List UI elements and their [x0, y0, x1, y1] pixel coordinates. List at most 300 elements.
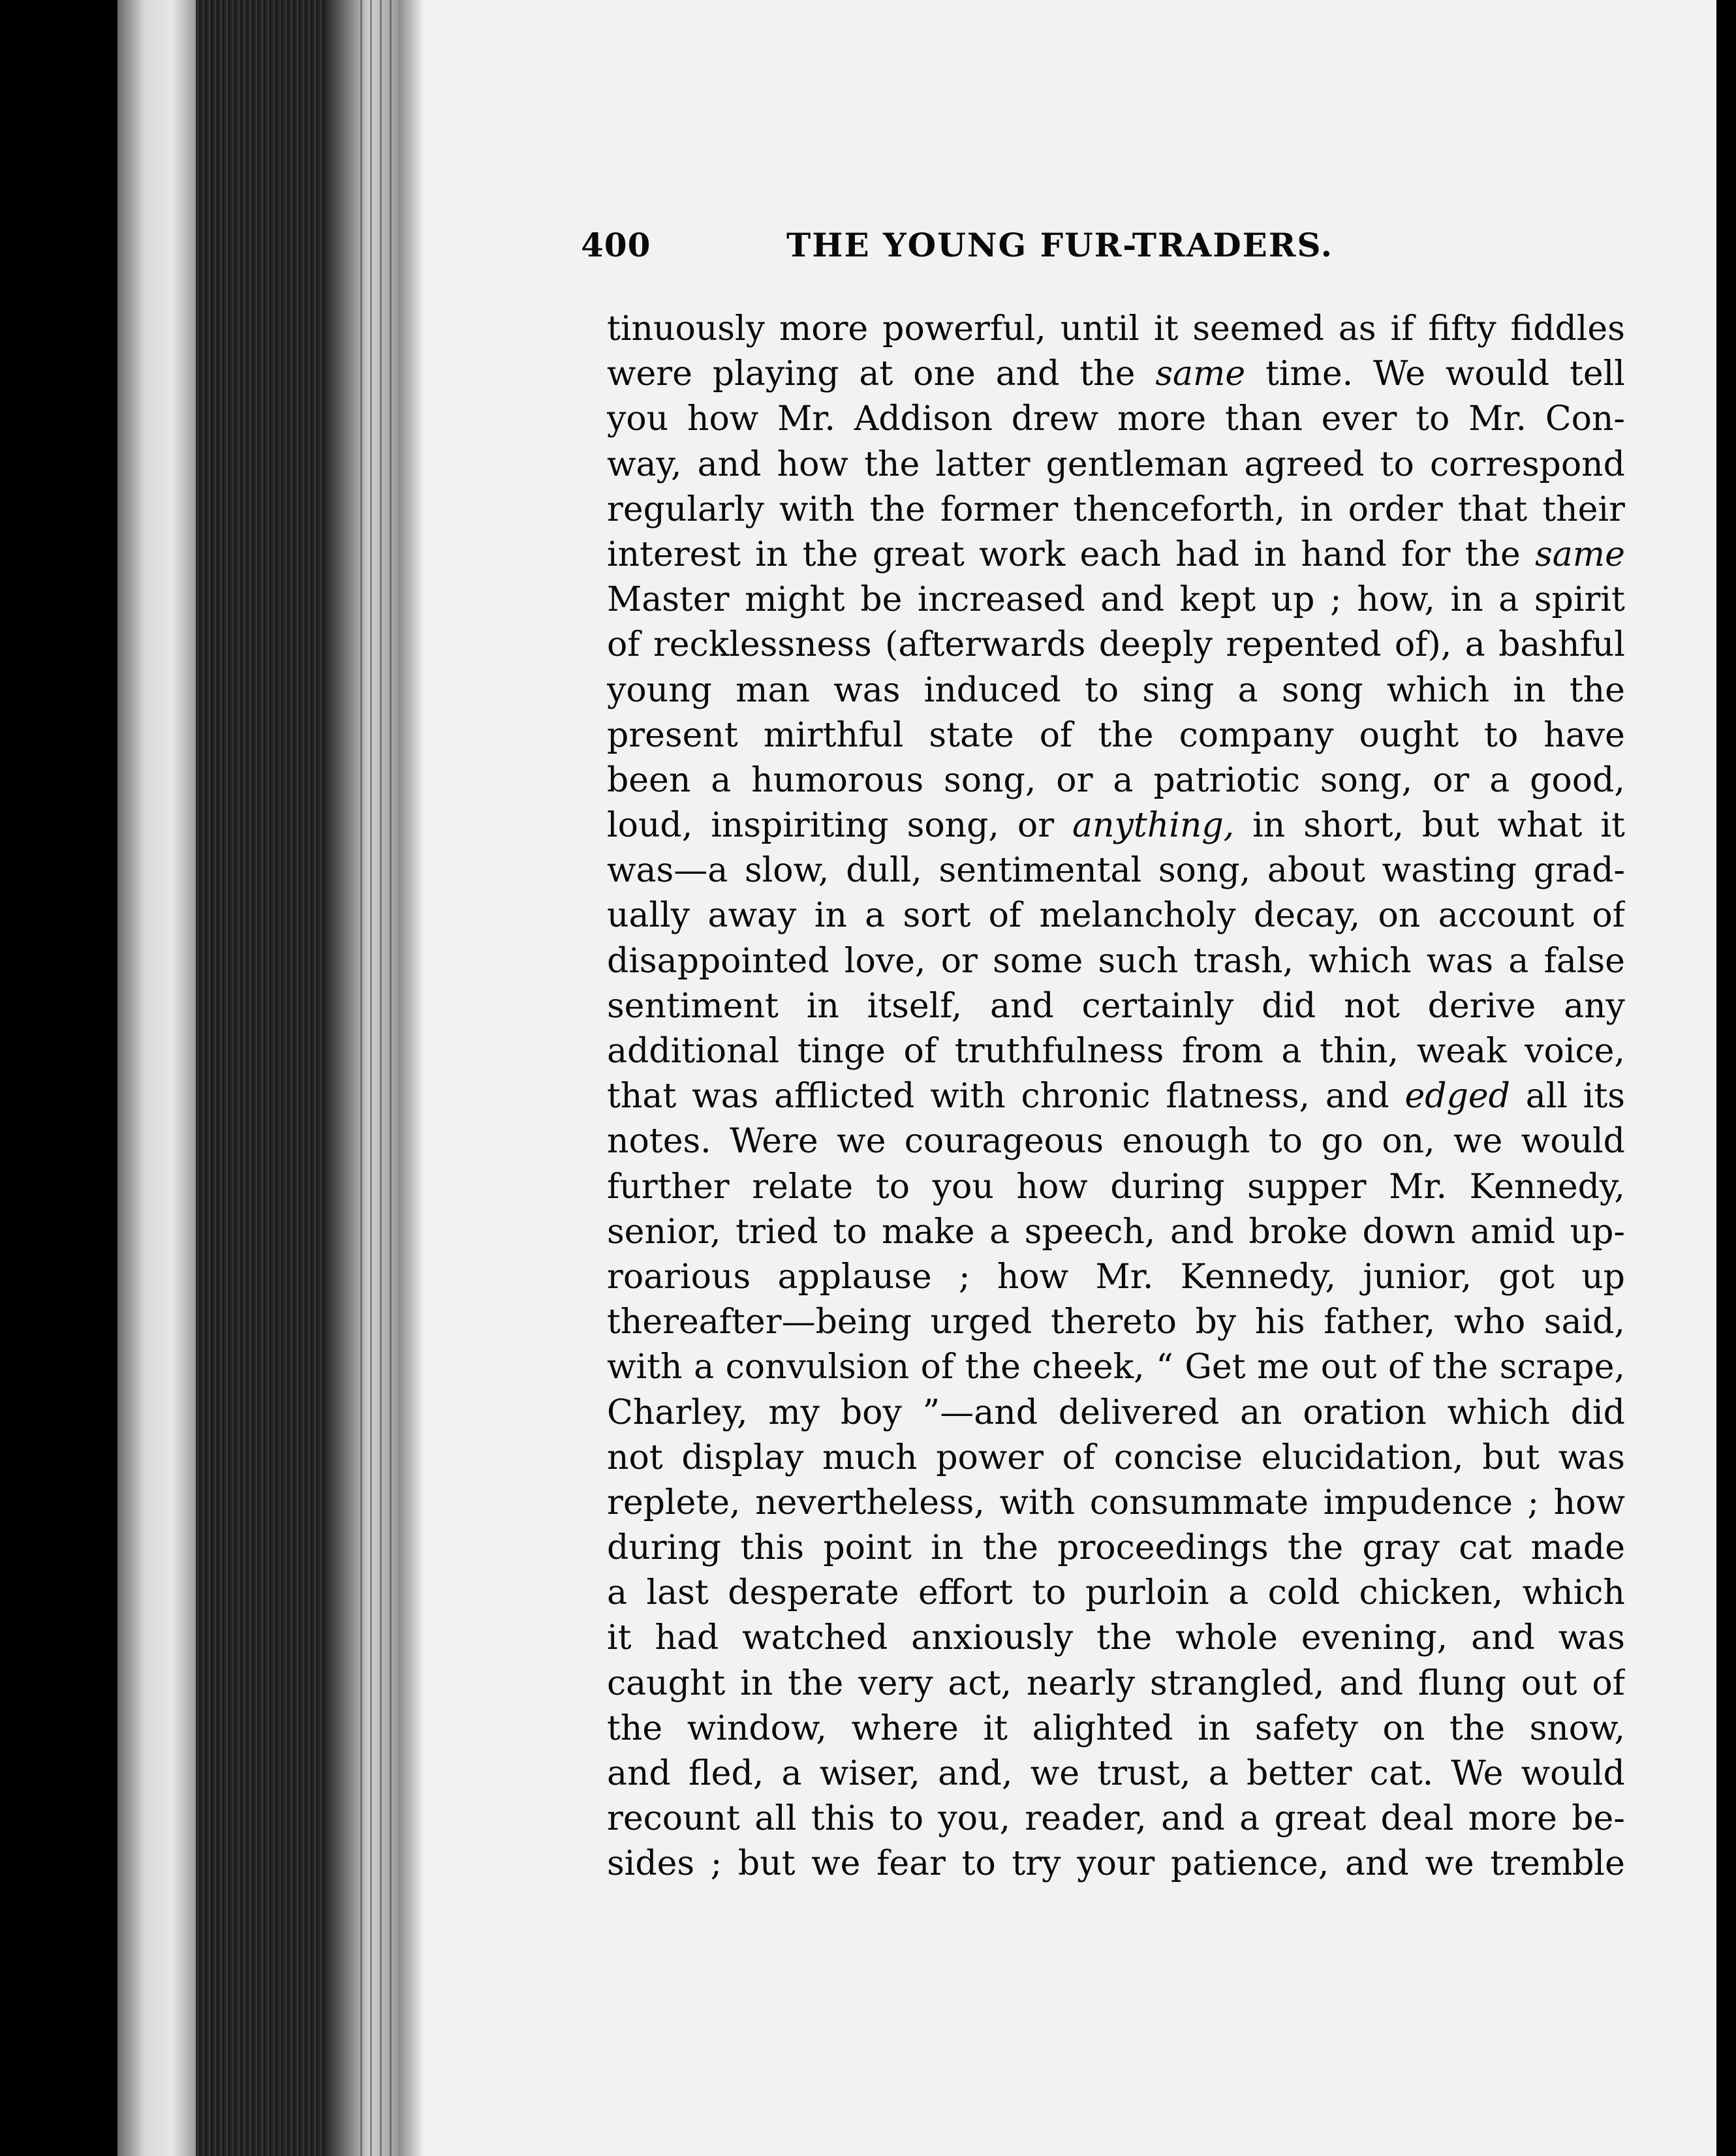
word: to — [1084, 670, 1119, 710]
word: great — [873, 534, 965, 574]
word: and — [1344, 1844, 1409, 1884]
word: much — [822, 1438, 918, 1477]
word: was — [692, 1077, 759, 1116]
word: my — [768, 1393, 820, 1432]
word: repented — [1226, 625, 1382, 665]
word: loud, — [607, 806, 693, 846]
word: kept — [1179, 580, 1256, 620]
word: more — [1117, 399, 1207, 439]
word: last — [646, 1573, 709, 1613]
text-line — [607, 532, 1625, 578]
word: thin, — [1320, 1032, 1399, 1071]
word: of — [1592, 1663, 1625, 1703]
word: the — [607, 1708, 663, 1748]
word: how — [1553, 1483, 1625, 1522]
word: watched — [742, 1618, 888, 1658]
text-line — [607, 713, 1625, 758]
word: chronic — [1021, 1077, 1151, 1116]
word: and — [1339, 1663, 1404, 1703]
word: of), — [1394, 625, 1452, 665]
word: a — [1465, 625, 1485, 665]
word: melancholy — [1039, 896, 1236, 936]
word: up- — [1570, 1212, 1625, 1252]
text-line — [607, 1616, 1625, 1661]
word: Mr. — [1389, 1167, 1447, 1207]
word: roarious — [607, 1257, 751, 1297]
word: flung — [1418, 1663, 1506, 1703]
word: false — [1543, 941, 1625, 981]
word: regularly — [607, 489, 764, 529]
word: a — [865, 896, 886, 936]
word: and — [1161, 1799, 1225, 1839]
word: more — [1468, 1799, 1557, 1839]
word: had — [655, 1618, 719, 1658]
word: how — [1016, 1167, 1088, 1207]
word: of — [1387, 1348, 1421, 1387]
word: concise — [1113, 1438, 1243, 1477]
word: same — [1535, 534, 1625, 574]
text-line — [607, 1119, 1625, 1164]
word: and — [995, 354, 1060, 394]
word: deal — [1380, 1799, 1454, 1839]
word: been — [607, 760, 691, 800]
word: how — [997, 1257, 1069, 1297]
word: dull, — [846, 851, 922, 891]
word: scrape, — [1499, 1348, 1625, 1387]
word: to — [1484, 715, 1519, 755]
word: what — [1497, 806, 1583, 846]
word: delivered — [1058, 1393, 1220, 1432]
text-line — [607, 487, 1625, 532]
word: all — [754, 1799, 797, 1839]
word: order — [1348, 489, 1443, 529]
word: itself, — [867, 986, 963, 1026]
page-number: 400 — [581, 226, 651, 264]
word: the — [788, 1663, 844, 1703]
word: and — [989, 986, 1054, 1026]
word: father, — [1324, 1302, 1436, 1342]
word: was — [1558, 1618, 1625, 1658]
word: Mr. — [777, 399, 835, 439]
word: had — [1175, 534, 1239, 574]
word: on — [1378, 896, 1421, 936]
word: wiser, — [819, 1754, 920, 1793]
word: the — [1449, 1708, 1506, 1748]
word: a — [694, 1348, 715, 1387]
word: amid — [1470, 1212, 1556, 1252]
word: notes. — [607, 1122, 711, 1162]
word: did — [1570, 1393, 1625, 1432]
word: its — [1583, 1077, 1625, 1116]
word: song, — [944, 760, 1036, 800]
word: state — [929, 715, 1014, 755]
word: agreed — [1244, 444, 1365, 484]
word: Kennedy, — [1180, 1257, 1336, 1297]
word: former — [940, 489, 1059, 529]
word: and — [697, 444, 762, 484]
word: to — [1032, 1573, 1066, 1613]
word: it — [1153, 309, 1179, 348]
word: which — [1386, 670, 1490, 710]
word: a — [1489, 760, 1510, 800]
page-edge-lines — [352, 0, 405, 2156]
text-line — [607, 803, 1625, 848]
word: very — [858, 1663, 933, 1703]
word: how — [687, 399, 759, 439]
word: interest — [607, 534, 741, 574]
word: might — [745, 580, 845, 620]
word: recklessness — [653, 625, 872, 665]
word: any — [1564, 986, 1625, 1026]
word: ually — [607, 896, 690, 936]
word: and — [1100, 580, 1164, 620]
word: speech, — [1024, 1212, 1156, 1252]
word: all — [1525, 1077, 1568, 1116]
word: sides — [607, 1844, 695, 1884]
word: purloin — [1085, 1573, 1209, 1613]
word: ; — [1330, 580, 1342, 620]
word: and — [1471, 1618, 1535, 1658]
word: with — [930, 1077, 1006, 1116]
running-head: THE YOUNG FUR-TRADERS. — [786, 226, 1334, 264]
word: out — [1320, 1348, 1377, 1387]
text-line — [607, 578, 1625, 623]
word: to — [1380, 444, 1414, 484]
page — [398, 0, 1716, 2156]
word: same — [1155, 354, 1246, 394]
text-line — [607, 307, 1625, 352]
word: you — [932, 1167, 994, 1207]
word: but — [1482, 1438, 1540, 1477]
word: humorous — [751, 760, 924, 800]
word: Kennedy, — [1469, 1167, 1625, 1207]
word: love, — [844, 941, 926, 981]
word: tremble — [1490, 1844, 1625, 1884]
word: point — [823, 1528, 912, 1568]
text-line — [607, 397, 1625, 442]
word: who — [1453, 1302, 1526, 1342]
word: ; — [958, 1257, 970, 1297]
word: young — [607, 670, 712, 710]
word: enough — [1122, 1122, 1250, 1162]
word: in — [1300, 489, 1333, 529]
word: a — [1113, 760, 1134, 800]
word: nearly — [1026, 1663, 1136, 1703]
word: you, — [938, 1799, 1011, 1839]
word: we — [837, 1122, 886, 1162]
word: the — [1096, 1618, 1153, 1658]
word: did — [1262, 986, 1316, 1026]
word: evening, — [1301, 1618, 1448, 1658]
text-line — [607, 758, 1625, 803]
word: and, — [938, 1754, 1013, 1793]
word: Were — [730, 1122, 818, 1162]
word: down — [1362, 1212, 1456, 1252]
word: a — [1228, 1573, 1249, 1613]
word: playing — [712, 354, 839, 394]
word: broke — [1248, 1212, 1348, 1252]
word: boy — [840, 1393, 902, 1432]
word: go — [1321, 1122, 1363, 1162]
word: this — [740, 1528, 805, 1568]
word: up — [1581, 1257, 1625, 1297]
word: relate — [752, 1167, 854, 1207]
word: for — [1401, 534, 1451, 574]
word: Get — [1185, 1348, 1246, 1387]
text-line — [607, 668, 1625, 713]
word: Master — [607, 580, 730, 620]
word: mirthful — [763, 715, 904, 755]
word: which — [1447, 1393, 1550, 1432]
text-line — [607, 1661, 1625, 1706]
word: ; — [1527, 1483, 1540, 1522]
word: tried — [736, 1212, 818, 1252]
word: time. — [1265, 354, 1354, 394]
word: a — [1239, 1799, 1260, 1839]
word: of — [607, 625, 640, 665]
word: seemed — [1192, 309, 1324, 348]
word: in — [1198, 1708, 1231, 1748]
word: applause — [777, 1257, 932, 1297]
word: with — [607, 1348, 683, 1387]
word: me — [1257, 1348, 1310, 1387]
text-line — [607, 352, 1625, 397]
word: edged — [1404, 1077, 1510, 1116]
word: to — [1268, 1122, 1303, 1162]
word: to — [833, 1212, 867, 1252]
gutter-shadow — [398, 0, 424, 2156]
word: of — [1039, 715, 1073, 755]
word: the — [1569, 670, 1625, 710]
word: Charley, — [607, 1393, 748, 1432]
word: fiddles — [1510, 309, 1625, 348]
word: ought — [1359, 715, 1459, 755]
word: truthfulness — [954, 1032, 1164, 1071]
word: great — [1274, 1799, 1367, 1839]
word: thenceforth, — [1073, 489, 1286, 529]
word: was—a — [607, 851, 728, 891]
word: alighted — [1032, 1708, 1173, 1748]
word: better — [1246, 1754, 1352, 1793]
text-line — [607, 1210, 1625, 1255]
word: of — [988, 896, 1022, 936]
word: that — [1457, 489, 1528, 529]
word: to — [1416, 399, 1450, 439]
word: in — [1450, 580, 1483, 620]
word: how, — [1357, 580, 1435, 620]
text-line — [607, 939, 1625, 984]
word: slow, — [744, 851, 829, 891]
word: oration — [1303, 1393, 1427, 1432]
word: tell — [1569, 354, 1625, 394]
word: of — [920, 1348, 954, 1387]
text-line — [607, 1074, 1625, 1119]
word: a — [781, 1754, 802, 1793]
word: We — [1451, 1754, 1504, 1793]
word: it — [607, 1618, 632, 1658]
word: and — [1325, 1077, 1389, 1116]
word: certainly — [1081, 986, 1234, 1026]
word: recount — [607, 1799, 740, 1839]
word: further — [607, 1167, 730, 1207]
word: the — [1433, 1348, 1489, 1387]
word: tinge — [797, 1032, 886, 1071]
word: the — [1098, 715, 1154, 755]
word: good, — [1530, 760, 1625, 800]
word: to — [875, 1167, 910, 1207]
word: their — [1542, 489, 1625, 529]
word: spirit — [1534, 580, 1625, 620]
word: in — [814, 896, 847, 936]
word: during — [1110, 1167, 1225, 1207]
word: ”—and — [922, 1393, 1038, 1432]
word: each — [1079, 534, 1161, 574]
word: not — [1344, 986, 1400, 1026]
word: cheek, — [1032, 1348, 1145, 1387]
word: “ — [1156, 1348, 1173, 1387]
word: until — [1060, 309, 1139, 348]
text-line — [607, 623, 1625, 668]
word: a — [1498, 580, 1519, 620]
text-line — [607, 442, 1625, 487]
word: was — [1426, 941, 1494, 981]
word: trash, — [1193, 941, 1294, 981]
word: his — [1254, 1302, 1305, 1342]
word: act, — [948, 1663, 1012, 1703]
word: or — [1017, 806, 1055, 846]
word: away — [707, 896, 797, 936]
word: where — [851, 1708, 959, 1748]
page-block-edge — [196, 0, 339, 2156]
word: would — [1445, 354, 1550, 394]
word: was — [833, 670, 901, 710]
word: additional — [607, 1032, 780, 1071]
word: said, — [1543, 1302, 1625, 1342]
word: disappointed — [607, 941, 829, 981]
word: more — [779, 309, 869, 348]
word: replete, — [607, 1483, 741, 1522]
text-line — [607, 1255, 1625, 1300]
word: gentleman — [1046, 444, 1229, 484]
text-line — [607, 1526, 1625, 1571]
word: afflicted — [774, 1077, 915, 1116]
word: nevertheless, — [755, 1483, 985, 1522]
text-line — [607, 1300, 1625, 1345]
word: try — [1012, 1844, 1061, 1884]
word: your — [1077, 1844, 1155, 1884]
word: whole — [1175, 1618, 1278, 1658]
word: up — [1271, 580, 1315, 620]
word: to — [961, 1844, 996, 1884]
word: consummate — [1089, 1483, 1309, 1522]
word: thereafter—being — [607, 1302, 912, 1342]
word: courageous — [904, 1122, 1104, 1162]
word: sentimental — [938, 851, 1142, 891]
word: song — [1281, 670, 1363, 710]
word: safety — [1254, 1708, 1358, 1748]
word: fear — [876, 1844, 946, 1884]
word: song, — [907, 806, 999, 846]
word: the — [1079, 354, 1136, 394]
word: it — [1600, 806, 1625, 846]
word: we — [1030, 1754, 1079, 1793]
word: an — [1240, 1393, 1282, 1432]
word: way, — [607, 444, 682, 484]
word: one — [913, 354, 976, 394]
word: weak — [1416, 1032, 1507, 1071]
word: tinuously — [607, 309, 765, 348]
word: company — [1179, 715, 1334, 755]
word: convulsion — [725, 1348, 910, 1387]
word: fled, — [688, 1754, 764, 1793]
word: anything, — [1072, 806, 1235, 846]
word: increased — [917, 580, 1085, 620]
word: gray — [1362, 1528, 1440, 1568]
word: this — [811, 1799, 875, 1839]
body-text — [607, 307, 1625, 1887]
word: sing — [1142, 670, 1215, 710]
word: you — [607, 399, 669, 439]
word: of — [903, 1032, 937, 1071]
word: song, — [1158, 851, 1251, 891]
word: Addison — [854, 399, 993, 439]
word: but — [737, 1844, 796, 1884]
word: of — [1592, 896, 1625, 936]
word: man — [736, 670, 810, 710]
word: a — [1237, 670, 1258, 710]
word: in — [1254, 534, 1287, 574]
word: grad- — [1533, 851, 1625, 891]
text-line — [607, 1345, 1625, 1390]
text-line — [607, 1165, 1625, 1210]
word: the — [864, 444, 920, 484]
word: from — [1182, 1032, 1263, 1071]
word: the — [869, 489, 925, 529]
word: in — [755, 534, 788, 574]
text-line — [607, 848, 1625, 893]
word: derive — [1427, 986, 1536, 1026]
word: power — [936, 1438, 1044, 1477]
word: and — [607, 1754, 671, 1793]
word: a — [1208, 1754, 1229, 1793]
text-line — [607, 1706, 1625, 1751]
word: display — [681, 1438, 804, 1477]
word: cold — [1267, 1573, 1341, 1613]
word: song, — [1320, 760, 1413, 800]
text-line — [607, 893, 1625, 938]
word: a — [1508, 941, 1529, 981]
word: caught — [607, 1663, 726, 1703]
word: in — [740, 1663, 773, 1703]
word: patriotic — [1153, 760, 1300, 800]
word: effort — [918, 1573, 1013, 1613]
word: snow, — [1529, 1708, 1625, 1748]
word: the — [1465, 534, 1521, 574]
word: in — [806, 986, 839, 1026]
word: on — [1382, 1708, 1425, 1748]
word: work — [979, 534, 1066, 574]
word: made — [1530, 1528, 1625, 1568]
word: make — [881, 1212, 975, 1252]
word: would — [1521, 1122, 1625, 1162]
word: not — [607, 1438, 663, 1477]
word: it — [983, 1708, 1008, 1748]
word: or — [1433, 760, 1470, 800]
word: strangled, — [1149, 1663, 1325, 1703]
word: Mr. — [1095, 1257, 1154, 1297]
word: would — [1521, 1754, 1625, 1793]
word: inspiriting — [711, 806, 889, 846]
